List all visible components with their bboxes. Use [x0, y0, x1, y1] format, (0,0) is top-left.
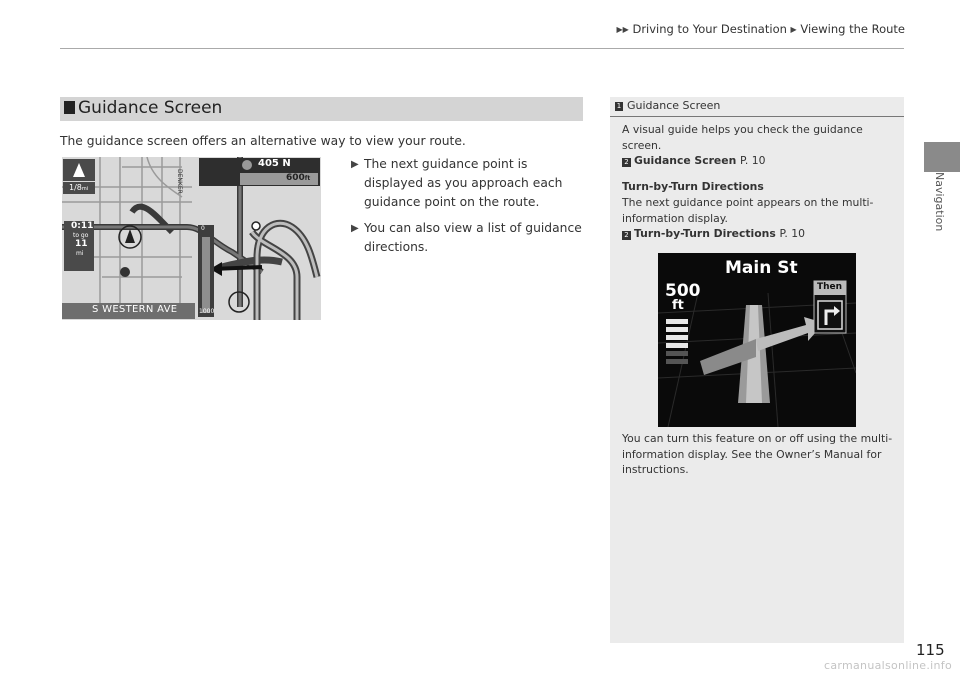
notes-paragraph-1: A visual guide helps you check the guidance screen. [622, 123, 863, 152]
breadcrumb-arrow-icon: ▶▶ [616, 25, 629, 34]
page-number: 115 [916, 641, 945, 659]
section-square-icon [64, 101, 75, 114]
note-number-icon: 1 [616, 102, 622, 110]
map-scale-value: 1/8 [69, 183, 82, 192]
map-distance-to-go: 11 [75, 239, 88, 249]
map-time-to-go: 0:11 [71, 221, 94, 231]
xref-turn-by-turn[interactable] [622, 226, 898, 242]
map-street-name: S WESTERN AVE [92, 304, 178, 315]
multi-information-display-image [658, 253, 856, 427]
map-time-caption: to go [73, 232, 89, 239]
mid-distance-unit: ft [672, 298, 684, 313]
xref-page: P. 10 [779, 227, 805, 240]
xref-label: Turn-by-Turn Directions [634, 227, 776, 240]
xref-label: Guidance Screen [634, 154, 737, 167]
map-scale [69, 183, 88, 192]
map-next-distance [286, 173, 310, 183]
chapter-tab-label: Navigation [933, 172, 946, 232]
guidance-map-graphic [62, 157, 321, 320]
bullet-arrow-icon: ▶ [351, 159, 359, 170]
mid-distance: 500 [665, 281, 701, 301]
xref-arrow-icon: 2 [622, 231, 631, 240]
xref-page: P. 10 [740, 154, 766, 167]
bullet-arrow-icon: ▶ [351, 223, 359, 234]
map-bar-top-label: 0 [201, 225, 205, 232]
map-cross-street-label: DENKER [176, 169, 183, 194]
map-next-distance-unit: ft [304, 175, 311, 182]
notes-paragraph-3: You can turn this feature on or off using the multi-information display. See the Owner’s Manual for instructions. [622, 432, 893, 476]
section-heading-bar [60, 97, 583, 121]
list-item [348, 155, 588, 212]
notes-heading-title: Guidance Screen [627, 99, 721, 112]
list-item [348, 219, 588, 257]
intro-paragraph: The guidance screen offers an alternative way to view your route. [60, 134, 466, 148]
notes-subheading: Turn-by-Turn Directions [622, 180, 764, 193]
breadcrumb-item-chapter[interactable]: Driving to Your Destination [632, 22, 787, 36]
map-distance-unit: mi [76, 250, 84, 257]
breadcrumb-arrow-icon: ▶ [790, 25, 797, 34]
mid-then-label: Then [817, 282, 843, 292]
bullet-text: The next guidance point is displayed as you approach each guidance point on the route. [364, 157, 563, 209]
breadcrumb-item-section[interactable]: Viewing the Route [800, 22, 905, 36]
notes-paragraph-2: The next guidance point appears on the multi-information display. [622, 196, 874, 225]
bullet-text: You can also view a list of guidance directions. [364, 221, 582, 254]
map-next-distance-value: 600 [286, 173, 305, 183]
breadcrumb [600, 22, 905, 38]
notes-heading [610, 97, 904, 117]
xref-arrow-icon: 2 [622, 158, 631, 167]
section-title: Guidance Screen [78, 98, 223, 118]
map-scale-unit: mi [81, 186, 89, 192]
map-highway-label: 405 N [258, 158, 291, 169]
guidance-map-image [62, 157, 321, 320]
bullet-list [348, 155, 588, 264]
mid-street-name: Main St [725, 258, 798, 278]
map-bar-bottom-label: 1000 [199, 308, 215, 315]
mid-graphic [658, 253, 856, 427]
watermark-text: carmanualsonline.info [823, 659, 952, 672]
chapter-tab-marker [924, 142, 960, 172]
xref-guidance-screen[interactable] [622, 153, 898, 169]
header-divider [60, 48, 904, 49]
